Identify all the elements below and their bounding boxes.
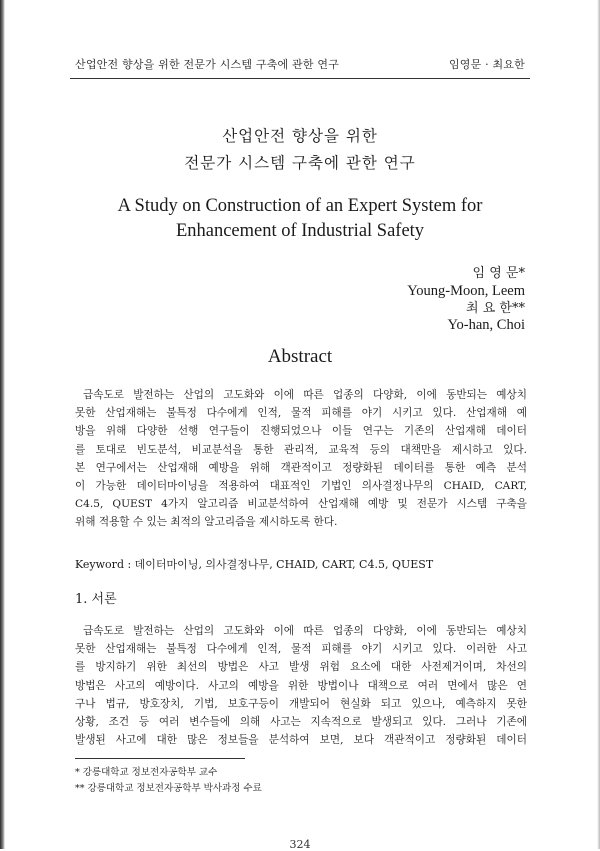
page-number: 324 <box>289 838 311 851</box>
section-1-line: 상황, 조건 등 여러 변수들에 의해 사고는 지속적으로 발생되고 있다. 그러나 기존에 <box>75 716 527 729</box>
section-1-line: 방법은 사고의 예방이다. 사고의 예방을 위한 방법이나 대책으로 여러 면에서 많은 연 <box>75 679 527 692</box>
section-1-heading: 1. 서론 <box>75 592 117 607</box>
section-1-line: 못한 산업재해는 불특정 다수에게 인적, 물적 피해를 야기 시키고 있다. 이러한 사고 <box>75 643 527 656</box>
title-english-line-1: A Study on Construction of an Expert System for <box>117 196 483 216</box>
title-english-line-2: Enhancement of Industrial Safety <box>175 221 425 241</box>
abstract-line: 급속도로 발전하는 산업의 고도화와 이에 따른 업종의 다양화, 이에 동반되는 예상치 <box>83 389 527 401</box>
title-korean-line-2: 전문가 시스템 구축에 관한 연구 <box>184 154 416 172</box>
keyword-line: Keyword : 데이터마이닝, 의사결정나무, CHAID, CART, C4.5, QUEST <box>75 558 434 571</box>
abstract-line: C4.5, QUEST 4가지 알고리즘 비교분석하여 산업재해 예방 및 전문가 시스템 구축을 <box>75 498 527 511</box>
abstract-line: 본 연구에서는 산업재해 예방을 위해 객관적이고 정량화된 데이터를 통한 예측 분석 <box>75 461 527 474</box>
abstract-line: 못한 산업재해는 불특정 다수에게 인적, 물적 피해를 야기 시키고 있다. 산업재해 예 <box>75 407 527 420</box>
author-1-korean: 임 영 문* <box>472 266 525 281</box>
header-rule <box>70 78 530 79</box>
abstract-heading: Abstract <box>267 346 333 367</box>
section-1-line: 구나 법규, 방호장치, 기법, 보호구등이 개발되어 현실화 되고 있으나, 예측하지 못한 <box>75 697 527 710</box>
footnote-1: * 강릉대학교 정보전자공학부 교수 <box>75 767 218 778</box>
section-1-line: 를 방지하기 위한 최선의 방법은 사고 발생 위험 요소에 대한 사전제거이며, 차선의 <box>75 661 527 674</box>
running-header-authors: 임영문 · 최요한 <box>448 58 525 71</box>
title-korean-line-1: 산업안전 향상을 위한 <box>222 127 378 145</box>
footnote-rule <box>75 758 245 759</box>
abstract-line: 를 토대로 빈도분석, 비교분석을 통한 관리적, 교육적 등의 대책만을 제시하고 있다. <box>75 443 527 456</box>
abstract-line: 위해 적용할 수 있는 최적의 알고리즘을 제시하도록 한다. <box>75 516 338 529</box>
author-2-english: Yo-han, Choi <box>447 317 525 333</box>
abstract-line: 이 가능한 데이터마이닝을 적용하여 대표적인 기법인 의사결정나무의 CHAID, CART, <box>75 480 527 493</box>
section-1-line: 급속도로 발전하는 산업의 고도화와 이에 따른 업종의 다양화, 이에 동반되는 예상치 <box>83 625 527 637</box>
author-1-english: Young-Moon, Leem <box>407 283 525 299</box>
running-header <box>75 56 525 72</box>
section-1-body <box>75 622 527 749</box>
running-header-title: 산업안전 향상을 위한 전문가 시스템 구축에 관한 연구 <box>75 58 340 71</box>
abstract-body <box>75 386 527 532</box>
footnote-2: ** 강릉대학교 정보전자공학부 박사과정 수료 <box>75 783 262 794</box>
author-2-korean: 최 요 한** <box>466 301 525 316</box>
abstract-line: 방을 위해 다양한 선행 연구들이 진행되었으나 이들 연구는 기존의 산업재해 데이터 <box>75 425 527 438</box>
section-1-line: 발생된 사고에 대한 많은 정보들을 분석하여 보면, 보다 객관적이고 정량화된 데이터 <box>75 734 527 747</box>
